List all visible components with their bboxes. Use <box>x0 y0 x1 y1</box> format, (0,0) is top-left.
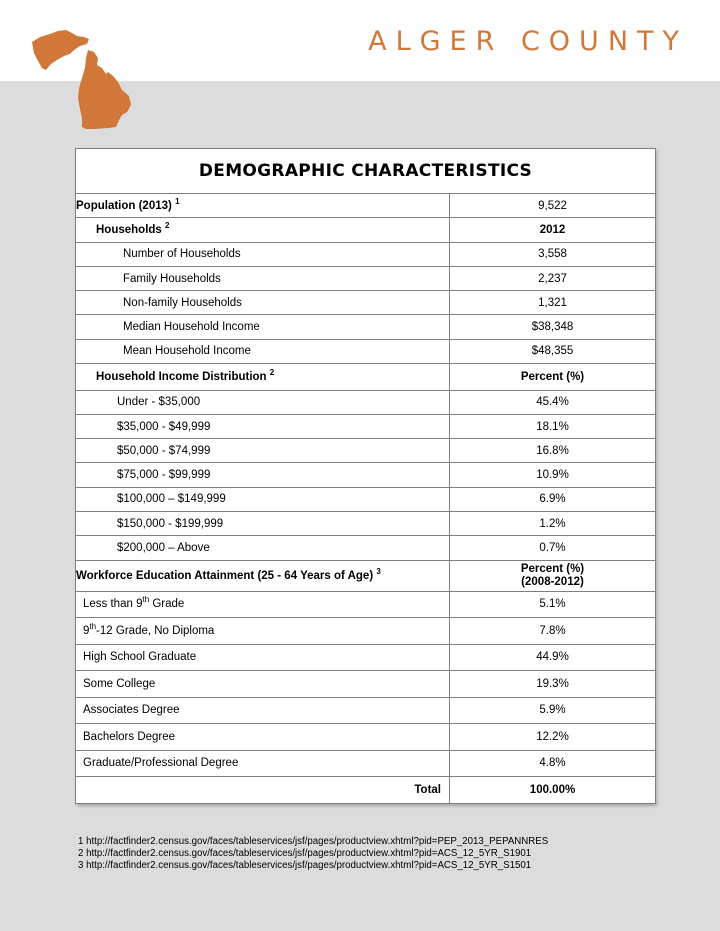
table-row <box>76 218 656 242</box>
row-value: $48,355 <box>450 339 656 363</box>
population-label: Population (2013) $^1$ <box>76 194 450 218</box>
row-label: Graduate/Professional Degree <box>76 750 450 777</box>
row-label: Associates Degree <box>76 697 450 724</box>
row-value: 1.2% <box>450 512 656 536</box>
row-label: $200,000 – Above <box>76 536 450 560</box>
row-value: 3,558 <box>450 242 656 266</box>
row-value: 10.9% <box>450 463 656 487</box>
total-label: Total <box>76 777 450 804</box>
footnote: 1 http://factfinder2.census.gov/faces/tableservices/jsf/pages/productview.xhtml?pid=PEP_2013_PEPANNRES <box>78 836 549 847</box>
table-title: DEMOGRAPHIC CHARACTERISTICS <box>76 149 656 194</box>
row-value: 0.7% <box>450 536 656 560</box>
row-label: Under - $35,000 <box>76 390 450 414</box>
demographics-table <box>75 148 656 804</box>
education-header <box>450 560 656 591</box>
table-row <box>76 463 656 487</box>
row-value: 7.8% <box>450 618 656 645</box>
table-title-row <box>76 149 656 194</box>
row-label: Number of Households <box>76 242 450 266</box>
households-label: Households $^2$ <box>76 218 450 242</box>
row-value: 45.4% <box>450 390 656 414</box>
row-label: $100,000 – $149,999 <box>76 487 450 511</box>
michigan-map-icon <box>30 28 135 131</box>
row-label: $150,000 - $199,999 <box>76 512 450 536</box>
row-label: High School Graduate <box>76 644 450 671</box>
row-value: 5.9% <box>450 697 656 724</box>
table-row <box>76 750 656 777</box>
table-row <box>76 194 656 218</box>
row-label: Some College <box>76 671 450 698</box>
table-row <box>76 512 656 536</box>
table-row <box>76 242 656 266</box>
footnote: 3 http://factfinder2.census.gov/faces/tableservices/jsf/pages/productview.xhtml?pid=ACS_12_5YR_S1501 <box>78 860 532 871</box>
row-label: Non-family Households <box>76 291 450 315</box>
footnotes <box>78 836 548 872</box>
income-distribution-label: Household Income Distribution $^2$ <box>76 364 450 391</box>
county-title: ALGER COUNTY <box>368 26 688 57</box>
table-row <box>76 291 656 315</box>
table-row <box>76 536 656 560</box>
table-row <box>76 487 656 511</box>
table-row <box>76 439 656 463</box>
demographics-sheet <box>75 148 655 804</box>
row-label: Less than 9th Grade <box>76 591 450 618</box>
row-label: Bachelors Degree <box>76 724 450 751</box>
population-value: 9,522 <box>450 194 656 218</box>
education-header-line2: (2008-2012) <box>521 575 584 588</box>
table-row <box>76 644 656 671</box>
table-row <box>76 315 656 339</box>
footnote: 2 http://factfinder2.census.gov/faces/tableservices/jsf/pages/productview.xhtml?pid=ACS_12_5YR_S1901 <box>78 848 532 859</box>
row-value: $38,348 <box>450 315 656 339</box>
education-header-line1: Percent (%) <box>520 562 585 575</box>
table-row <box>76 364 656 391</box>
row-label: Mean Household Income <box>76 339 450 363</box>
row-value: 2,237 <box>450 266 656 290</box>
row-value: 5.1% <box>450 591 656 618</box>
row-value: 16.8% <box>450 439 656 463</box>
row-label: $75,000 - $99,999 <box>76 463 450 487</box>
table-row <box>76 390 656 414</box>
income-distribution-header: Percent (%) <box>450 364 656 391</box>
row-label: $50,000 - $74,999 <box>76 439 450 463</box>
table-row <box>76 618 656 645</box>
table-row <box>76 724 656 751</box>
row-value: 18.1% <box>450 414 656 438</box>
table-row <box>76 697 656 724</box>
row-value: 19.3% <box>450 671 656 698</box>
row-label: $35,000 - $49,999 <box>76 414 450 438</box>
row-value: 12.2% <box>450 724 656 751</box>
row-value: 4.8% <box>450 750 656 777</box>
table-row <box>76 266 656 290</box>
total-value: 100.00% <box>450 777 656 804</box>
table-row <box>76 414 656 438</box>
row-label: Family Households <box>76 266 450 290</box>
row-label: Median Household Income <box>76 315 450 339</box>
row-value: 44.9% <box>450 644 656 671</box>
row-value: 1,321 <box>450 291 656 315</box>
households-year: 2012 <box>450 218 656 242</box>
total-row <box>76 777 656 804</box>
row-value: 6.9% <box>450 487 656 511</box>
row-label: 9th-12 Grade, No Diploma <box>76 618 450 645</box>
page-header <box>0 0 720 81</box>
education-label: Workforce Education Attainment (25 - 64 Years of Age) $^3$ <box>76 560 450 591</box>
table-row <box>76 560 656 591</box>
table-row <box>76 671 656 698</box>
table-row <box>76 591 656 618</box>
table-row <box>76 339 656 363</box>
